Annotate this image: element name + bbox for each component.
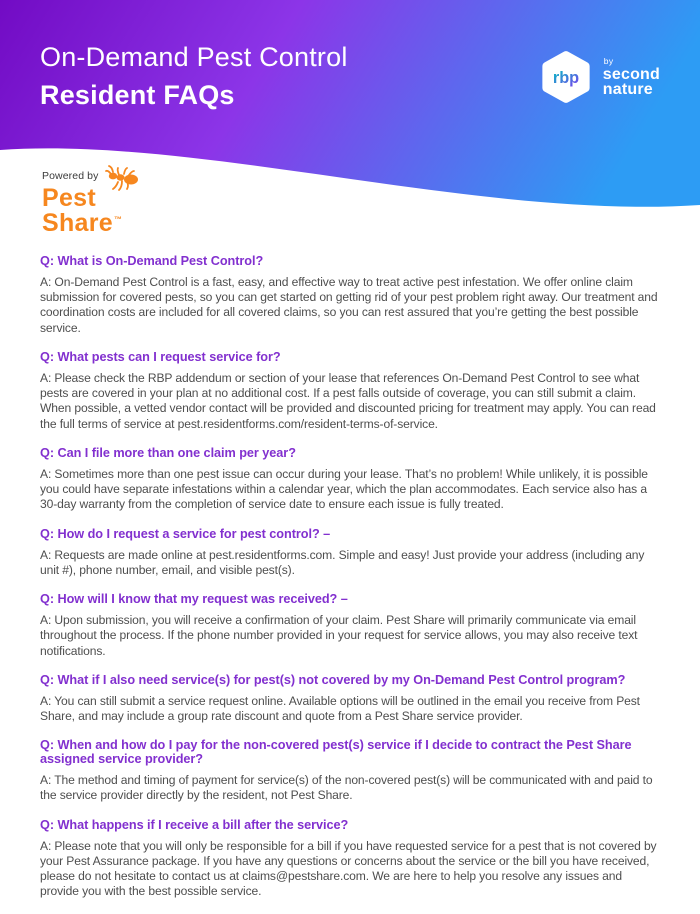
pest-share-wordmark-top: Pest [42, 184, 97, 212]
page-subtitle: Resident FAQs [40, 80, 235, 110]
faq-item [40, 527, 660, 578]
faq-answer: A: On-Demand Pest Control is a fast, easy, and effective way to treat active pest infestation. We offer online claim submission for covered pests, so you can get started on getting rid of your pest problem right away. Our treatment and coordination costs are included for all covered claims, so you can rest assured that you’re getting the best possible service. [40, 275, 658, 335]
faq-answer: A: The method and timing of payment for service(s) of the non-covered pest(s) will be communicated with and paid to the service provider directly by the resident, not Pest Share. [40, 773, 653, 803]
faq-answer: A: You can still submit a service request online. Available options will be outlined in the email you receive from Pest Share, and may include a group rate discount and quote from a Pest Share service provider. [40, 693, 640, 723]
faq-question: Q: What happens if I receive a bill after the service? [40, 817, 349, 832]
page-title: On-Demand Pest Control [40, 42, 348, 72]
faq-question: Q: How do I request a service for pest control? – [40, 526, 331, 541]
faq-answer: A: Please note that you will only be responsible for a bill if you have requested service for a pest that is not covered by your Pest Assurance package. If you have any questions or concerns about the service or the bill you have received, please do not hesitate to contact us at claims@pestshare.com. We are here to help you resolve any issues and provide you with the best possible service. [40, 838, 657, 899]
faq-item [40, 673, 660, 724]
pest-share-wordmark-bottom-text: Share [42, 209, 113, 237]
faq-item [40, 254, 660, 336]
faq-item [40, 350, 660, 432]
faq-answer: A: Requests are made online at pest.residentforms.com. Simple and easy! Just provide your address (including any unit #), phone number, email, and visible pest(s). [40, 547, 645, 577]
faq-answer: A: Upon submission, you will receive a confirmation of your claim. Pest Share will primarily communicate via email throughout the process. If the phone number provided in your request for service allows, you may also receive text notifications. [40, 613, 638, 658]
faq-item [40, 446, 660, 513]
powered-by-label: Powered by [42, 170, 99, 182]
faq-item [40, 738, 660, 803]
trademark-symbol: ™ [113, 214, 123, 224]
logo-by-text: by [603, 55, 614, 66]
faq-question: Q: Can I file more than one claim per year? [40, 445, 296, 460]
faq-question: Q: What if I also need service(s) for pest(s) not covered by my On-Demand Pest Control program? [40, 672, 626, 687]
pest-share-wordmark-bottom [42, 211, 122, 236]
pest-share-logo [42, 170, 122, 236]
faq-list [0, 218, 700, 914]
second-nature-wordmark-bottom: nature [602, 81, 653, 99]
faq-question: Q: What pests can I request service for? [40, 349, 281, 364]
faq-question: Q: How will I know that my request was received? – [40, 592, 348, 607]
faq-answer: A: Sometimes more than one pest issue can occur during your lease. That’s no problem! While unlikely, it is possible you could have separate infestations within a calendar year, which the plan accommodates. Each service also has a 30-day warranty from the completion of service date to ensure each issue is fully treated. [40, 466, 648, 512]
second-nature-wordmark [603, 57, 660, 97]
bug-icon [104, 162, 140, 192]
faq-item [40, 592, 660, 659]
header-titles [40, 42, 348, 111]
rbp-badge-icon [539, 50, 593, 104]
rbp-badge-text: rbp [552, 69, 579, 88]
faq-question: Q: When and how do I pay for the non-covered pest(s) service if I decide to contract the Pest Share assigned service provider? [40, 738, 632, 767]
faq-answer: A: Please check the RBP addendum or section of your lease that references On-Demand Pest Control to see what pests are covered in your plan at no additional cost. If a pest falls outside of coverage, you can still submit a claim. When possible, a vetted vendor contact will be provided and discounted pricing for treatment may apply. You can read the full terms of service at pest.residentforms.com/resident-terms-of-service. [40, 370, 656, 431]
rbp-second-nature-logo [539, 50, 660, 104]
second-nature-wordmark-top: second [602, 65, 660, 83]
faq-question: Q: What is On-Demand Pest Control? [40, 254, 264, 268]
faq-item [40, 818, 660, 900]
